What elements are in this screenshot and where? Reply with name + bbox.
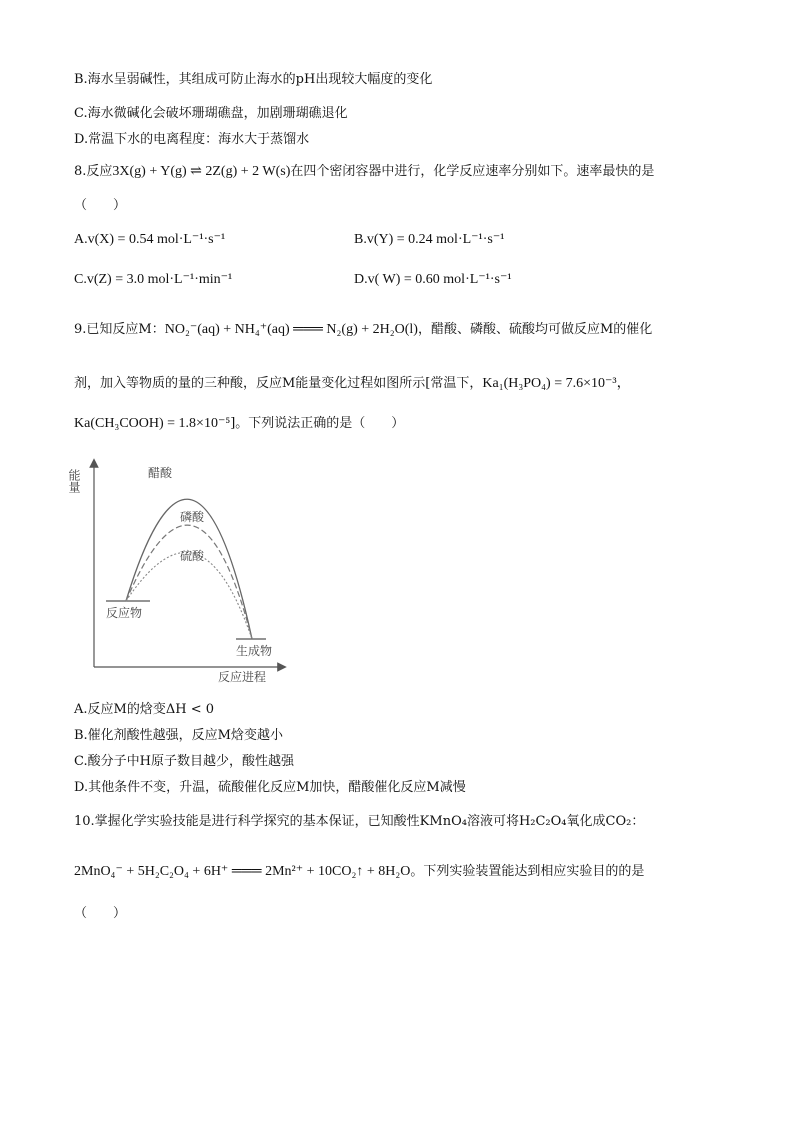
curve-label-acetic: 醋酸 [148, 466, 173, 480]
q9-line1-suffix: ，醋酸、磷酸、硫酸均可做反应M的催化 [417, 322, 653, 337]
reactant-label: 反应物 [106, 606, 143, 620]
q7-option-d: D.常温下水的电离程度：海水大于蒸馏水 [74, 132, 310, 147]
q10-line2 [74, 862, 644, 882]
curve-label-phosphoric: 磷酸 [180, 510, 205, 524]
q9-option-c: C.酸分子中H原子数目越少，酸性越强 [74, 754, 294, 769]
q8-paren: （ ） [74, 198, 127, 213]
q9-line2 [74, 374, 631, 394]
q10-paren: （ ） [74, 906, 127, 921]
q10-line2-suffix: 。下列实验装置能达到相应实验目的的是 [410, 864, 645, 879]
q7-option-b: B.海水呈弱碱性，其组成可防止海水的pH出现较大幅度的变化 [74, 72, 433, 87]
q9-option-d: D.其他条件不变，升温，硫酸催化反应M加快，醋酸催化反应M减慢 [74, 780, 466, 795]
q8-suffix: 在四个密闭容器中进行，化学反应速率分别如下。速率最快的是 [290, 164, 655, 179]
q9-option-a: A.反应M的焓变ΔH < 0 [74, 702, 214, 717]
y-axis-label: 能量 [67, 469, 81, 493]
q9-option-b: B.催化剂酸性越强，反应M焓变越小 [74, 728, 283, 743]
q9-equation: NO₂⁻(aq) + NH₄⁺(aq) ═══ N₂(g) + 2H₂O(l) [164, 322, 418, 337]
q8-option-a: A.v(X) = 0.54 mol·L⁻¹·s⁻¹ [74, 232, 226, 247]
q8-option-c: C.v(Z) = 3.0 mol·L⁻¹·min⁻¹ [74, 272, 233, 287]
q8-option-b: B.v(Y) = 0.24 mol·L⁻¹·s⁻¹ [354, 232, 505, 247]
q9-line2-text: 剂，加入等物质的量的三种酸，反应M能量变化过程如图所示[常温下， [74, 376, 483, 391]
q9-line1 [74, 320, 652, 340]
q9-line3 [74, 414, 404, 434]
q9-line3-suffix: ]。下列说法正确的是（ ） [230, 416, 405, 431]
x-axis-label: 反应进程 [218, 670, 267, 684]
curve-phosphoric-acid [126, 525, 252, 639]
q8-equation: 3X(g) + Y(g) ⇌ 2Z(g) + 2 W(s) [112, 164, 291, 179]
q8-stem [74, 162, 654, 182]
q9-prefix: 9.已知反应M： [74, 322, 165, 337]
q9-ka: Ka(CH₃COOH) = 1.8×10⁻⁵ [74, 416, 231, 431]
q9-ka1: Ka₁(H₃PO₄) = 7.6×10⁻³， [482, 376, 631, 391]
curve-label-sulfuric: 硫酸 [180, 549, 205, 563]
q10-line1: 10.掌握化学实验技能是进行科学探究的基本保证，已知酸性KMnO₄溶液可将H₂C₂O₄氧化成CO₂： [74, 814, 645, 829]
product-label: 生成物 [236, 644, 273, 658]
q8-prefix: 8.反应 [74, 164, 113, 179]
q10-equation: 2MnO₄⁻ + 5H₂C₂O₄ + 6H⁺ ═══ 2Mn²⁺ + 10CO₂↑ + 8H₂O [74, 864, 411, 879]
energy-diagram [67, 455, 290, 690]
q8-option-d: D.v( W) = 0.60 mol·L⁻¹·s⁻¹ [354, 272, 512, 287]
q7-option-c: C.海水微碱化会破坏珊瑚礁盘，加剧珊瑚礁退化 [74, 106, 348, 121]
